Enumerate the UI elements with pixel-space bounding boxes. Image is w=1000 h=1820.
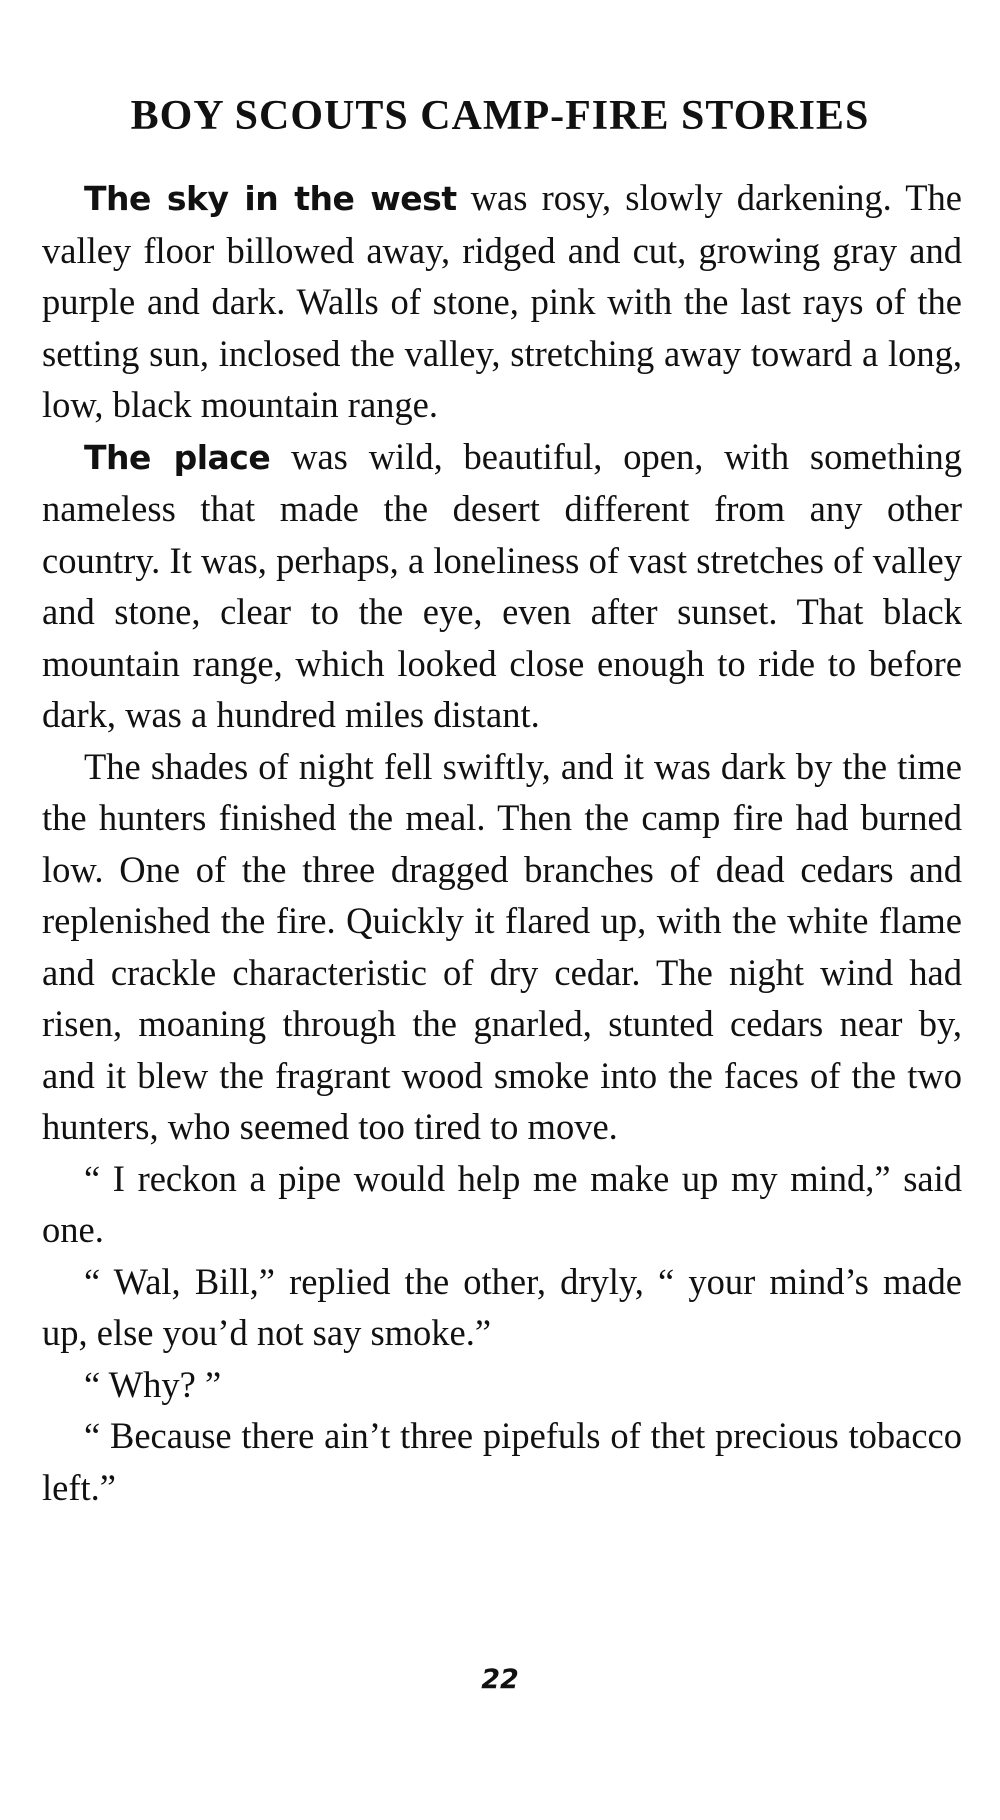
paragraph: [42, 1256, 962, 1359]
paragraph-text: “ Wal, Bill,” replied the other, dryly, “ your mind’s made up, else you’d not say smoke.”: [42, 1260, 962, 1353]
paragraph: [42, 1153, 962, 1256]
paragraph-text: “ Why? ”: [84, 1363, 222, 1405]
paragraph-text: “ I reckon a pipe would help me make up my mind,” said one.: [42, 1157, 962, 1250]
paragraph: [42, 172, 962, 431]
paragraph-text: was wild, beautiful, open, with something nameless that made the desert different from any other country. It was, perhaps, a loneliness of vast stretches of valley and stone, clear to the eye, even after sunset. That black mountain range, which looked close enough to ride to before dark, was a hundred miles distant.: [42, 435, 962, 735]
paragraph-lead: The place: [84, 437, 271, 477]
paragraph-text: The shades of night fell swiftly, and it was dark by the time the hunters finished the meal. Then the camp fire had burned low. One of the three dragged branches of dead cedars and replenished the fire. Quickly it flared up, with the white flame and crackle characteristic of dry cedar. The night wind had risen, moaning through the gnarled, stunted cedars near by, and it blew the fragrant wood smoke into the faces of the two hunters, who seemed too tired to move.: [42, 745, 962, 1147]
paragraph: [42, 431, 962, 741]
paragraph: [42, 741, 962, 1153]
paragraph-text: “ Because there ain’t three pipefuls of thet precious tobacco left.”: [42, 1415, 962, 1508]
paragraph-lead: The sky in the west: [84, 179, 457, 218]
page-number: 22: [481, 1664, 519, 1695]
running-head: BOY SCOUTS CAMP-FIRE STORIES: [130, 93, 870, 139]
paragraph: [42, 1410, 962, 1513]
body-text: [42, 172, 962, 1513]
paragraph-text: was rosy, slowly darkening. The valley floor billowed away, ridged and cut, growing gray and purple and dark. Walls of stone, pink with the last rays of the setting sun, inclosed the valley, stretching away toward a long, low, black mountain range.: [42, 177, 962, 425]
paragraph: [42, 1359, 962, 1411]
